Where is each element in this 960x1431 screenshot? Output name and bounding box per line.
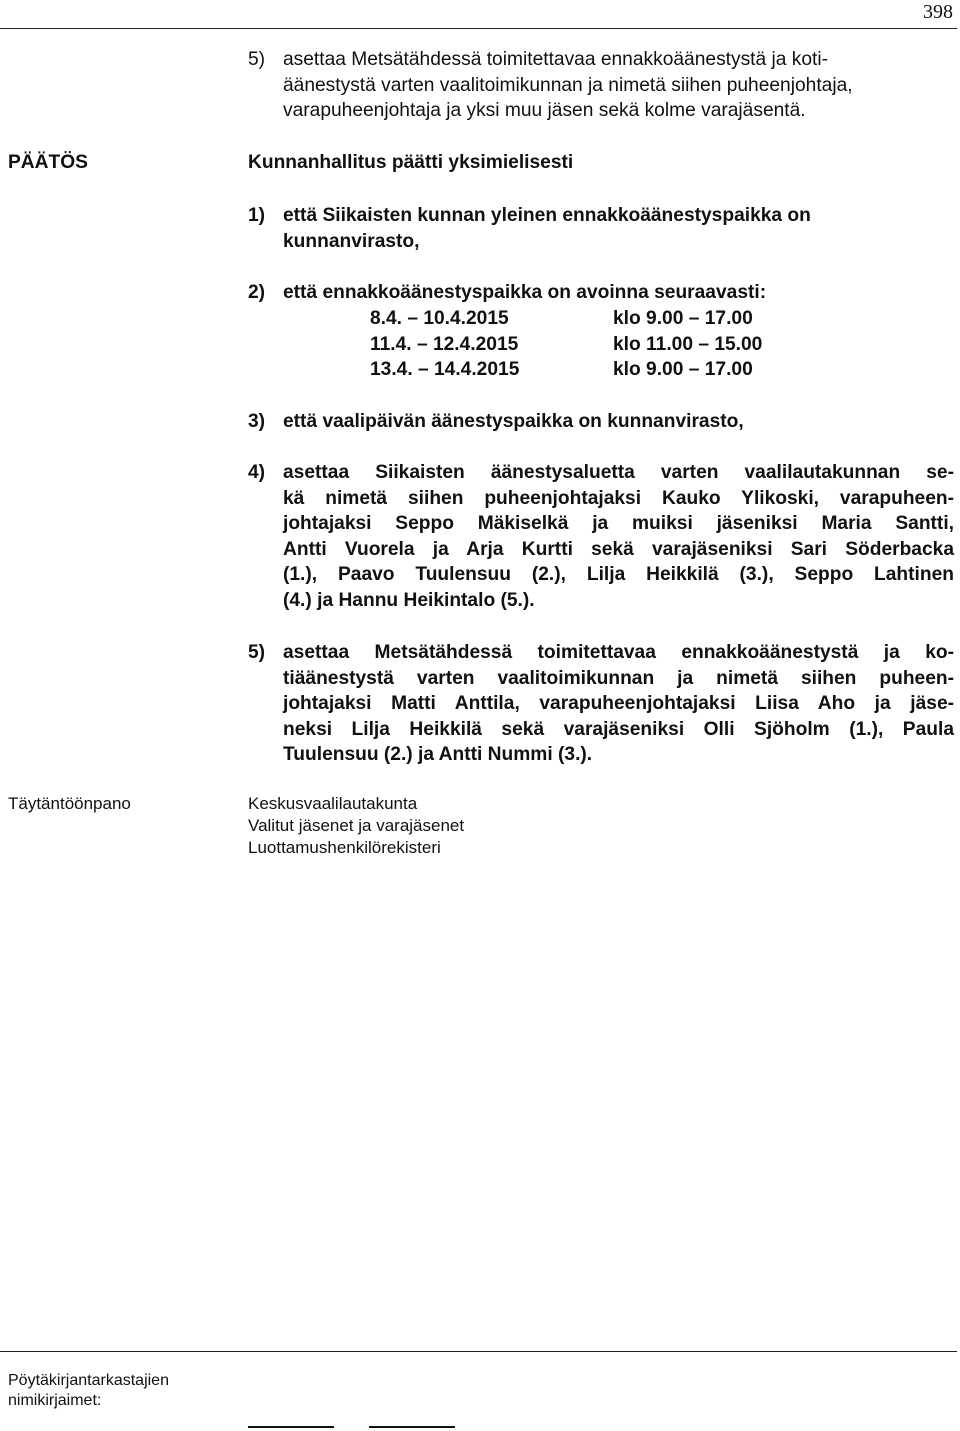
item-number: 4) [248, 462, 266, 483]
recipient: Luottamushenkilörekisteri [248, 838, 441, 857]
recipient: Keskusvaalilautakunta [248, 794, 418, 813]
schedule-row [370, 306, 870, 332]
item-number: 3) [248, 411, 266, 432]
text-line: varapuheenjohtaja ja yksi muu jäsen sekä kolme varajäsentä. [283, 100, 806, 122]
schedule-row [370, 357, 870, 383]
text-line: asettaa Metsätähdessä toimitettavaa ennakkoäänestystä ja koti- [283, 49, 829, 70]
item-number: 5) [248, 642, 266, 663]
schedule-dates: 8.4. – 10.4.2015 [370, 308, 509, 329]
text-line: asettaa Siikaisten äänestysaluetta varten vaalilautakunnan se- [283, 462, 954, 483]
decision-item-4 [248, 460, 954, 614]
decision-item-2 [248, 280, 954, 306]
schedule-hours: klo 9.00 – 17.00 [613, 308, 753, 329]
header-rule [0, 28, 957, 29]
item-number: 1) [248, 205, 266, 226]
text-line: että ennakkoäänestyspaikka on avoinna seuraavasti: [283, 282, 767, 303]
decision-item-1 [248, 203, 954, 254]
text-line: tiäänestystä varten vaalitoimikunnan ja nimetä siihen puheen- [283, 667, 954, 689]
text-line: (4.) ja Hannu Heikintalo (5.). [283, 589, 535, 611]
schedule-dates: 13.4. – 14.4.2015 [370, 359, 520, 381]
decision-label: PÄÄTÖS [8, 152, 88, 173]
signature-line [369, 1426, 455, 1428]
text-line: kunnanvirasto, [283, 230, 420, 252]
text-line: (1.), Paavo Tuulensuu (2.), Lilja Heikkilä (3.), Seppo Lahtinen [283, 564, 954, 586]
text-line: että vaalipäivän äänestyspaikka on kunnanvirasto, [283, 411, 744, 432]
recipient: Valitut jäsenet ja varajäsenet [248, 816, 465, 835]
schedule-hours: klo 11.00 – 15.00 [613, 333, 763, 355]
footer-rule [0, 1351, 957, 1352]
text-line: Tuulensuu (2.) ja Antti Nummi (3.). [283, 744, 593, 766]
decision-item-5 [248, 640, 954, 768]
opening-hours-schedule [370, 306, 870, 383]
text-line: äänestystä varten vaalitoimikunnan ja nimetä siihen puheenjohtaja, [283, 74, 853, 96]
text-line: asettaa Metsätähdessä toimitettavaa ennakkoäänestystä ja ko- [283, 642, 954, 663]
item-number: 2) [248, 282, 266, 303]
text-line: että Siikaisten kunnan yleinen ennakkoäänestyspaikka on [283, 205, 811, 226]
decision-item-3 [248, 409, 954, 435]
text-line: johtajaksi Matti Anttila, varapuheenjohtajaksi Liisa Aho ja jäse- [283, 693, 954, 715]
schedule-hours: klo 9.00 – 17.00 [613, 359, 753, 381]
text-line: johtajaksi Seppo Mäkiselkä ja muiksi jäseniksi Maria Santti, [283, 513, 954, 535]
footer-label [8, 1371, 169, 1411]
implementation-recipients [248, 793, 954, 859]
decision-intro: Kunnanhallitus päätti yksimielisesti [248, 152, 574, 173]
proposal-item-5 [248, 47, 954, 124]
page-number: 398 [923, 1, 953, 23]
schedule-dates: 11.4. – 12.4.2015 [370, 333, 519, 355]
text-line: neksi Lilja Heikkilä sekä varajäseniksi Olli Sjöholm (1.), Paula [283, 718, 954, 740]
implementation-label: Täytäntöönpano [8, 794, 131, 813]
footer-label-line: Pöytäkirjantarkastajien [8, 1372, 169, 1389]
signature-line [248, 1426, 334, 1428]
text-line: Antti Vuorela ja Arja Kurtti sekä varajäseniksi Sari Söderbacka [283, 538, 954, 560]
item-number: 5) [248, 49, 266, 70]
footer-label-line: nimikirjaimet: [8, 1392, 102, 1409]
schedule-row [370, 332, 870, 358]
text-line: kä nimetä siihen puheenjohtajaksi Kauko Ylikoski, varapuheen- [283, 487, 954, 509]
